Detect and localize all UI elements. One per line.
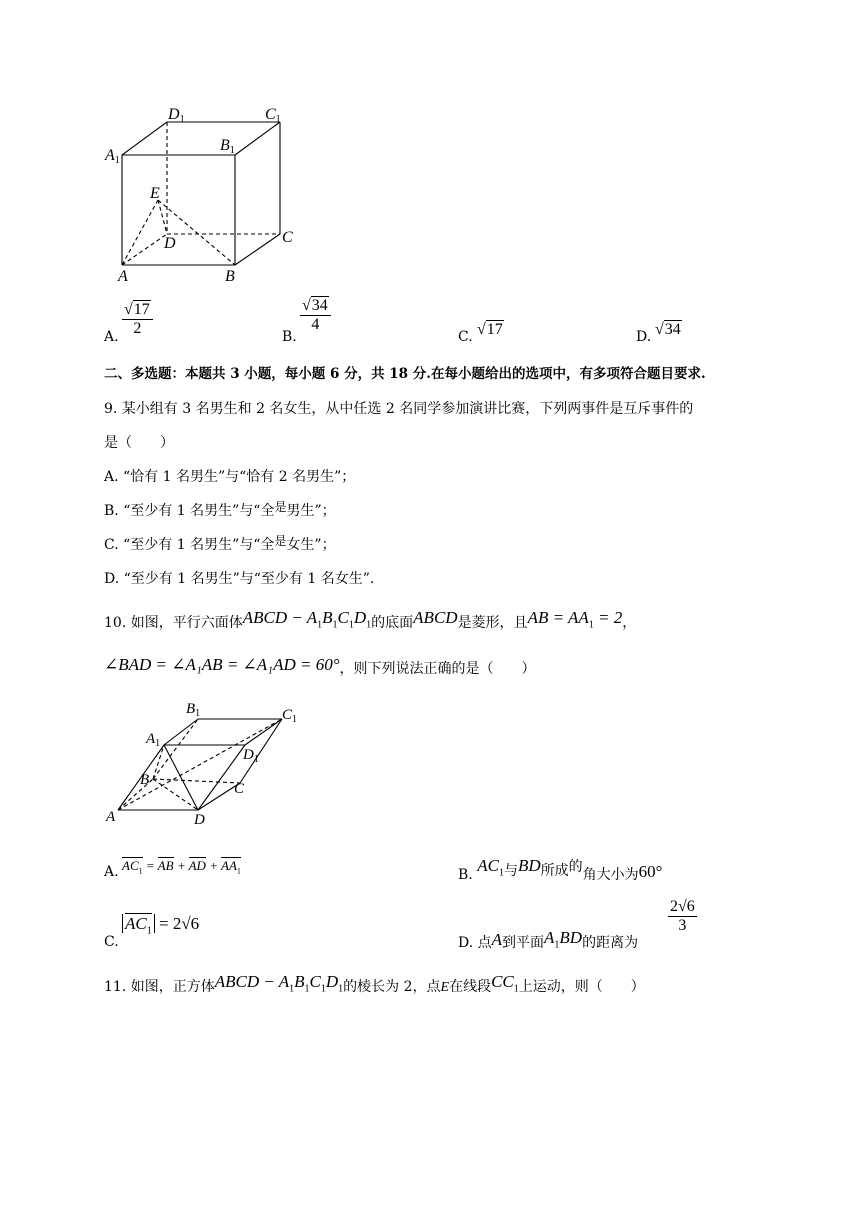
q8-option-a-value: √ 17 2 bbox=[122, 300, 153, 337]
q10-option-d: D. 点A到平面$A_1BD$的距离为 bbox=[458, 928, 639, 951]
q10-option-c-letter: C. bbox=[104, 934, 119, 950]
segment-A1B bbox=[153, 745, 164, 779]
q10-option-c-expr: $AC_1 = 2√6$ bbox=[122, 914, 199, 936]
label-B1: $B_1$ bbox=[186, 701, 201, 719]
label-A1: $A_1$ bbox=[146, 731, 161, 749]
label-B: B bbox=[225, 268, 235, 285]
q10-option-b: B. $AC_1$与BD所成的角大小为60° bbox=[458, 856, 663, 883]
segment-ED bbox=[158, 200, 167, 234]
q9-option-b: B. “至少有 1 名男生”与“全是男生”； bbox=[104, 500, 336, 519]
q10-option-d-value: $\frac{2√6}{3}$ bbox=[670, 898, 695, 934]
q8-option-c-value: √ 17 bbox=[477, 321, 503, 338]
edge-DD1 bbox=[198, 745, 245, 810]
q8-option-d-value: √ 34 bbox=[655, 321, 681, 338]
edge-AD bbox=[122, 234, 167, 265]
q8-option-c: C. bbox=[458, 329, 473, 345]
segment-EA bbox=[122, 200, 158, 265]
q8-option-d: D. bbox=[636, 329, 652, 345]
edge-B1C1 bbox=[235, 122, 280, 155]
label-E: E bbox=[150, 185, 160, 202]
q10-option-a-expr: $AC_1$ = AB + AD + $AA_1$ bbox=[122, 858, 241, 876]
edge-A1D1 bbox=[122, 122, 167, 155]
q8-option-a: A. bbox=[104, 329, 119, 345]
label-B: B bbox=[140, 772, 150, 788]
label-D: D bbox=[164, 235, 176, 252]
q9-stem-line1: 9. 某小组有 3 名男生和 2 名女生，从中任选 2 名同学参加演讲比赛，下列两事件是互斥事件的 bbox=[104, 401, 694, 417]
edge-BC bbox=[235, 234, 280, 265]
q9-option-a: A. “恰有 1 名男生”与“恰有 2 名男生”； bbox=[104, 469, 356, 485]
section-heading: 二、多选题：本题共 3 小题，每小题 6 分，共 18 分.在每小题给出的选项中，有多项符合题目要求. bbox=[104, 366, 706, 382]
q10-stem-line2: ∠BAD = ∠A₁AB = ∠A₁AD = 60°，则下列说法正确的是（ ） bbox=[104, 655, 536, 677]
label-B1: B1 bbox=[220, 137, 235, 156]
label-A1: A1 bbox=[105, 147, 120, 166]
q10-stem-line1: 10. 如图，平行六面体ABCD − $A_1B_1C_1D_1$的底面ABCD是菱形，且AB = $AA_1 = 2$， bbox=[104, 608, 637, 631]
edge-A1B1 bbox=[164, 719, 198, 745]
label-A: A bbox=[118, 268, 128, 285]
segment-BD bbox=[153, 779, 198, 810]
cube-figure bbox=[100, 100, 310, 285]
edge-BB1 bbox=[153, 719, 198, 779]
q9-option-c: C. “至少有 1 名男生”与“全是女生”； bbox=[104, 534, 336, 553]
label-D1: D1 bbox=[168, 106, 185, 125]
label-D1: $D_1$ bbox=[243, 747, 259, 765]
q9-option-d: D. “至少有 1 名男生”与“至少有 1 名女生”. bbox=[104, 571, 375, 587]
q9-stem-line2: 是（ ） bbox=[104, 435, 174, 451]
edge-D1C1 bbox=[245, 719, 282, 745]
edge-BC bbox=[153, 779, 240, 783]
segment-EB bbox=[158, 200, 235, 265]
label-C1: $C_1$ bbox=[282, 707, 298, 725]
label-C: C bbox=[234, 781, 245, 797]
q8-option-b: B. bbox=[282, 329, 297, 345]
q8-option-b-value: √ 34 4 bbox=[300, 296, 331, 333]
segment-A1D bbox=[164, 745, 198, 810]
label-C: C bbox=[282, 229, 293, 246]
q11-stem: 11. 如图，正方体ABCD − $A_1B_1C_1D_1$的棱长为 2，点E在线段$CC_1$上运动，则（ ） bbox=[104, 972, 645, 995]
q10-option-a-letter: A. bbox=[104, 864, 119, 880]
label-C1: C1 bbox=[265, 106, 281, 125]
parallelepiped-figure bbox=[100, 695, 315, 830]
label-D: D bbox=[194, 812, 205, 828]
label-A: A bbox=[106, 809, 116, 825]
